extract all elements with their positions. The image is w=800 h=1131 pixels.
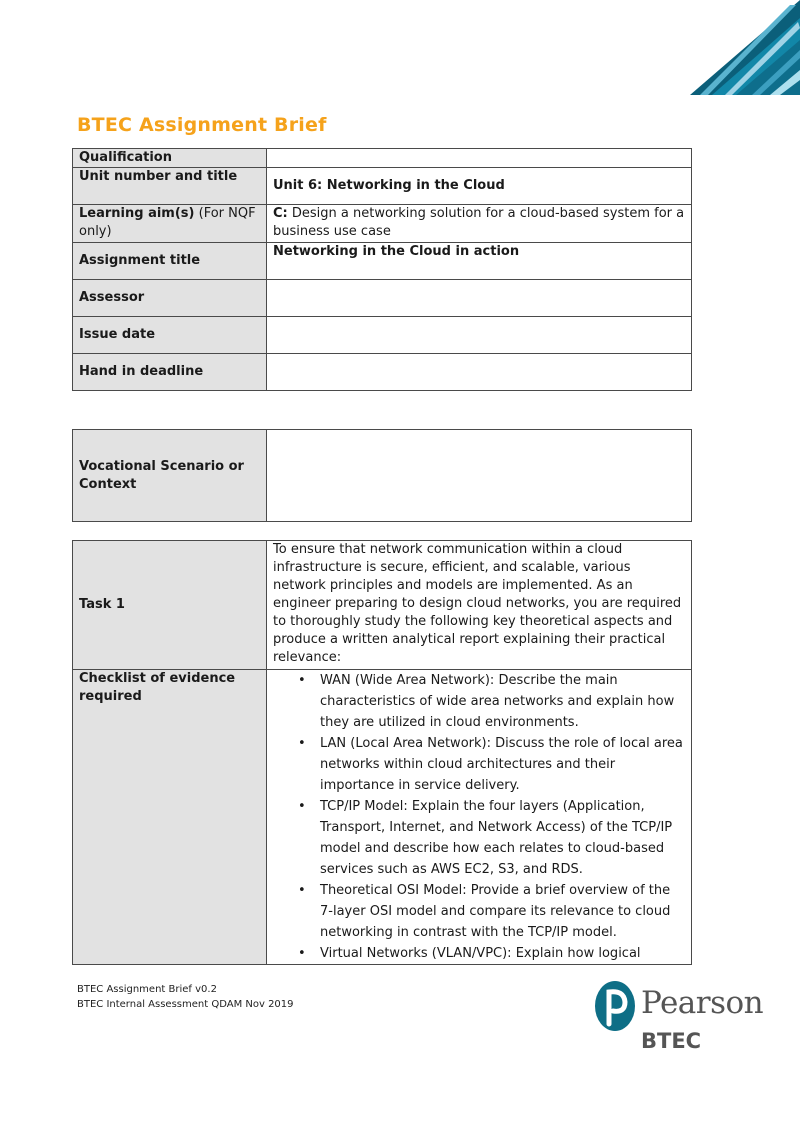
page-title: BTEC Assignment Brief — [77, 114, 327, 136]
issue-date-label: Issue date — [73, 317, 267, 354]
pearson-p-icon — [594, 980, 638, 1038]
checklist-label: Checklist of evidence required — [73, 670, 267, 965]
issue-date-value — [267, 317, 692, 354]
task-label: Task 1 — [73, 541, 267, 670]
learning-aim-value: C: Design a networking solution for a cloud-based system for a business use case — [267, 205, 692, 243]
scenario-table — [72, 429, 692, 522]
footer — [77, 982, 294, 1012]
scenario-value — [267, 430, 692, 522]
decorative-corner-graphic — [640, 0, 800, 95]
list-item: • LAN (Local Area Network): Discuss the role of local area networks within cloud architectures and their importance in service delivery. — [320, 733, 685, 796]
checklist-cell — [267, 670, 692, 965]
task-table — [72, 540, 692, 965]
footer-version: BTEC Assignment Brief v0.2 — [77, 984, 217, 995]
footer-qdam: BTEC Internal Assessment QDAM Nov 2019 — [77, 999, 294, 1010]
list-item: • Virtual Networks (VLAN/VPC): Explain how logical — [320, 943, 685, 964]
deadline-label: Hand in deadline — [73, 354, 267, 391]
list-item: • WAN (Wide Area Network): Describe the main characteristics of wide area networks and explain how they are utilized in cloud environments. — [320, 670, 685, 733]
assessor-label: Assessor — [73, 280, 267, 317]
list-item: • Theoretical OSI Model: Provide a brief overview of the 7-layer OSI model and compare its relevance to cloud networking in contrast with the TCP/IP model. — [320, 880, 685, 943]
unit-label: Unit number and title — [73, 168, 267, 205]
pearson-btec-logo — [594, 980, 764, 1060]
scenario-label: Vocational Scenario or Context — [73, 430, 267, 522]
assignment-title-value: Networking in the Cloud in action — [267, 243, 692, 280]
btec-wordmark: BTEC — [641, 1029, 702, 1053]
learning-aim-label: Learning aim(s) (For NQF only) — [73, 205, 267, 243]
assignment-title-label: Assignment title — [73, 243, 267, 280]
qualification-value — [267, 149, 692, 168]
deadline-value — [267, 354, 692, 391]
list-item: • TCP/IP Model: Explain the four layers (Application, Transport, Internet, and Network Access) of the TCP/IP model and describe how each relates to cloud-based services such as AWS EC2, S3, and RDS. — [320, 796, 685, 880]
assignment-details-table — [72, 148, 692, 391]
unit-value: Unit 6: Networking in the Cloud — [267, 168, 692, 205]
task-description: To ensure that network communication within a cloud infrastructure is secure, efficient, and scalable, various network principles and models are implemented. As an engineer preparing to design cloud networks, you are required to thoroughly study the following key theoretical aspects and produce a written analytical report explaining their practical relevance: — [267, 541, 692, 670]
assessor-value — [267, 280, 692, 317]
pearson-wordmark: Pearson — [641, 985, 764, 1021]
evidence-checklist — [273, 670, 685, 964]
qualification-label: Qualification — [73, 149, 267, 168]
